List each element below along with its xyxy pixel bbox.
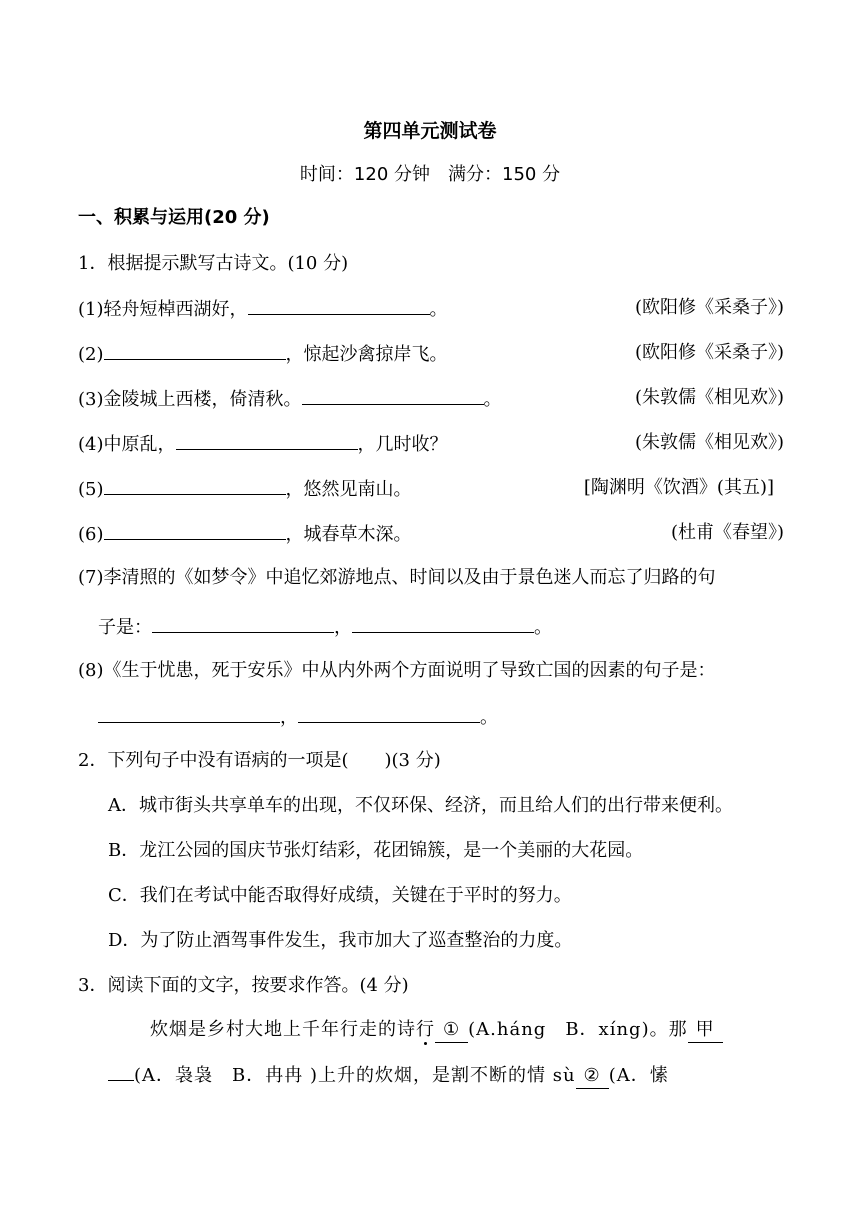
fill-blank-2[interactable]: ② <box>576 1064 609 1089</box>
q1-item-4: (4)中原乱， ，几时收？ (朱敦儒《相见欢》) <box>78 432 784 455</box>
question-3-stem: 3．阅读下面的文字，按要求作答。(4 分) <box>78 975 409 996</box>
section-heading: 一、积累与运用(20 分) <box>78 207 270 228</box>
q1-item-8-line-1: (8)《生于忧患，死于安乐》中从内外两个方面说明了导致亡国的因素的句子是： <box>78 660 716 681</box>
answer-blank[interactable] <box>176 431 358 450</box>
answer-blank[interactable] <box>298 704 480 723</box>
q1-item-5: (5) ，悠然见南山。 [陶渊明《饮酒》(其五)] <box>78 477 774 500</box>
q1-item-7-line-2: 子是： ， 。 <box>98 614 804 640</box>
q1-item-6: (6) ，城春草木深。 (杜甫《春望》) <box>78 522 784 545</box>
answer-blank[interactable] <box>104 476 286 495</box>
poem-source: (朱敦儒《相见欢》) <box>634 432 784 453</box>
q1-item-7-line-1: (7)李清照的《如梦令》中追忆郊游地点、时间以及由于景色迷人而忘了归路的句 <box>78 567 716 588</box>
passage-line-1: 炊烟是乡村大地上千年行走的诗行 ① (A.háng B．xíng)。那 甲 <box>150 1018 856 1043</box>
answer-blank[interactable] <box>104 521 286 540</box>
question-2-stem: 2．下列句子中没有语病的一项是( )(3 分) <box>78 750 441 771</box>
q1-item-8-line-2: ， 。 <box>98 704 804 730</box>
option-b[interactable]: B．龙江公园的国庆节张灯结彩，花团锦簇，是一个美丽的大花园。 <box>108 840 644 861</box>
option-a[interactable]: A．城市街头共享单车的出现，不仅环保、经济，而且给人们的出行带来便利。 <box>108 795 733 816</box>
option-d[interactable]: D．为了防止酒驾事件发生，我市加大了巡查整治的力度。 <box>108 930 573 951</box>
poem-source: (欧阳修《采桑子》) <box>634 297 784 318</box>
poem-source: (朱敦儒《相见欢》) <box>634 387 784 408</box>
question-1-stem: 1．根据提示默写古诗文。(10 分) <box>78 253 349 274</box>
poem-source: (杜甫《春望》) <box>670 522 784 543</box>
answer-blank[interactable] <box>152 614 334 633</box>
passage-line-2: (A．袅袅 B．冉冉 )上升的炊烟，是割不断的情 sù ② (A．愫 <box>108 1064 814 1089</box>
answer-blank[interactable] <box>352 614 534 633</box>
q1-item-3: (3)金陵城上西楼，倚清秋。 。 (朱敦儒《相见欢》) <box>78 387 784 410</box>
answer-blank[interactable] <box>302 386 484 405</box>
answer-blank[interactable] <box>98 704 280 723</box>
answer-blank[interactable] <box>104 341 286 360</box>
option-c[interactable]: C．我们在考试中能否取得好成绩，关键在于平时的努力。 <box>108 885 572 906</box>
emphasis-dot-char: 行 <box>416 1019 435 1040</box>
fill-blank-jia-tail[interactable] <box>108 1080 134 1081</box>
fill-blank-1[interactable]: ① <box>435 1018 468 1043</box>
poem-source: [陶渊明《饮酒》(其五)] <box>583 477 774 498</box>
fill-blank-jia[interactable]: 甲 <box>688 1018 723 1043</box>
answer-blank[interactable] <box>248 296 430 315</box>
q1-item-2: (2) ，惊起沙禽掠岸飞。 (欧阳修《采桑子》) <box>78 342 784 365</box>
exam-time-score: 时间：120 分钟 满分：150 分 <box>299 164 561 185</box>
poem-source: (欧阳修《采桑子》) <box>634 342 784 363</box>
q1-item-1: (1)轻舟短棹西湖好， 。 (欧阳修《采桑子》) <box>78 297 784 320</box>
page-title: 第四单元测试卷 <box>363 120 497 142</box>
